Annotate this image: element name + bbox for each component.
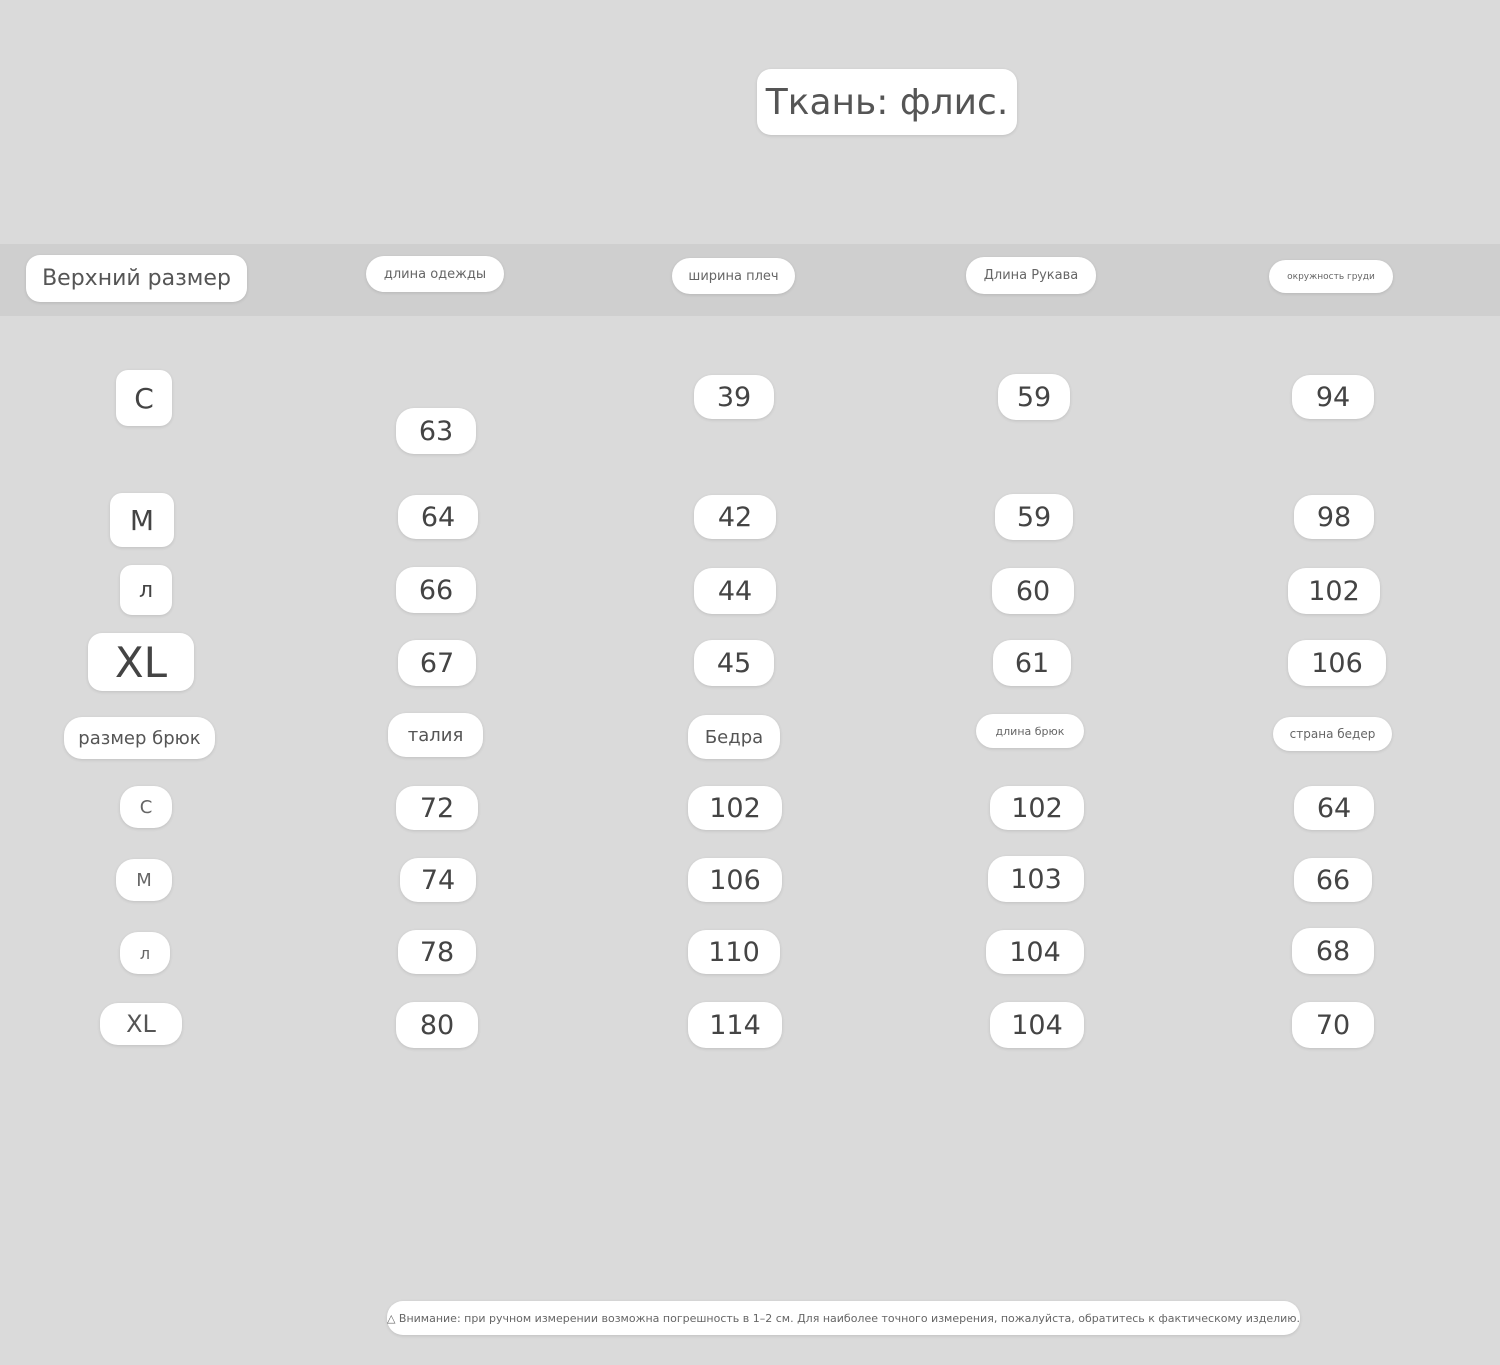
header-hip-circumference: страна бедер <box>1273 717 1392 751</box>
pants-c-hip-circumference: 64 <box>1294 786 1374 830</box>
pants-m-length: 103 <box>988 856 1084 902</box>
top-size-title: Верхний размер <box>26 255 247 302</box>
top-xl-shoulder-width: 45 <box>694 640 774 686</box>
top-m-garment-length: 64 <box>398 495 478 539</box>
top-l-sleeve-length: 60 <box>992 568 1074 614</box>
pants-m-hip-circumference: 66 <box>1294 858 1372 902</box>
pants-size-title: размер брюк <box>64 717 215 759</box>
pants-l-length: 104 <box>986 930 1084 974</box>
top-size-l: л <box>120 565 172 615</box>
pants-size-xl: XL <box>100 1003 182 1045</box>
header-hips: Бедра <box>688 715 780 759</box>
pants-xl-hip-circumference: 70 <box>1292 1002 1374 1048</box>
pants-size-m: M <box>116 859 172 901</box>
header-shoulder-width: ширина плеч <box>672 258 795 294</box>
top-size-m: M <box>110 493 174 547</box>
top-c-garment-length: 63 <box>396 408 476 454</box>
top-size-c: C <box>116 370 172 426</box>
header-sleeve-length: Длина Рукава <box>966 257 1096 294</box>
header-pants-length: длина брюк <box>976 714 1084 748</box>
top-l-chest: 102 <box>1288 568 1380 614</box>
pants-c-length: 102 <box>990 786 1084 830</box>
pants-m-waist: 74 <box>400 858 476 902</box>
header-garment-length: длина одежды <box>366 256 504 292</box>
fabric-label: Ткань: флис. <box>757 69 1017 135</box>
top-xl-sleeve-length: 61 <box>993 640 1071 686</box>
pants-xl-waist: 80 <box>396 1002 478 1048</box>
top-c-sleeve-length: 59 <box>998 374 1070 420</box>
pants-xl-hips: 114 <box>688 1002 782 1048</box>
header-waist: талия <box>388 713 483 757</box>
pants-l-hips: 110 <box>688 930 780 974</box>
pants-xl-length: 104 <box>990 1002 1084 1048</box>
pants-l-waist: 78 <box>398 930 476 974</box>
pants-m-hips: 106 <box>688 858 782 902</box>
pants-size-l: л <box>120 932 170 974</box>
top-l-shoulder-width: 44 <box>694 568 776 614</box>
top-l-garment-length: 66 <box>396 567 476 613</box>
top-size-xl: XL <box>88 633 194 691</box>
pants-c-hips: 102 <box>688 786 782 830</box>
top-m-shoulder-width: 42 <box>694 495 776 539</box>
header-chest-circumference: окружность груди <box>1269 260 1393 293</box>
measurement-note: △ Внимание: при ручном измерении возможна погрешность в 1–2 см. Для наиболее точного измерения, пожалуйста, обратитесь к фактическому изделию. <box>387 1301 1300 1335</box>
top-xl-garment-length: 67 <box>398 640 476 686</box>
top-c-shoulder-width: 39 <box>694 375 774 419</box>
pants-size-c: C <box>120 786 172 828</box>
top-m-sleeve-length: 59 <box>995 494 1073 540</box>
top-c-chest: 94 <box>1292 375 1374 419</box>
pants-l-hip-circumference: 68 <box>1292 928 1374 974</box>
pants-c-waist: 72 <box>396 786 478 830</box>
top-xl-chest: 106 <box>1288 640 1386 686</box>
top-m-chest: 98 <box>1294 495 1374 539</box>
